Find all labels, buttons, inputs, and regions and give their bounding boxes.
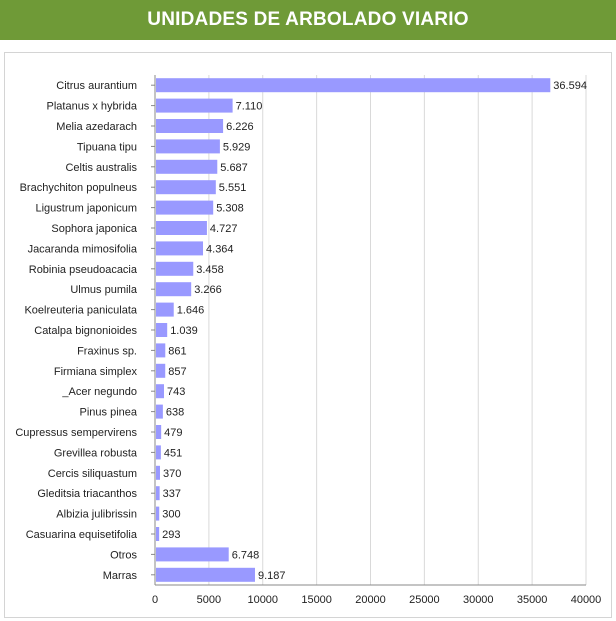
value-label: 36.594 [553,80,587,93]
bar [156,160,217,174]
category-label: Firmiana simplex [53,365,137,378]
value-label: 5.687 [220,161,248,174]
value-label: 6.226 [226,121,254,133]
chart-title-bar [0,0,616,40]
bar [156,303,174,317]
value-label: 743 [167,386,186,399]
value-label: 9.187 [257,569,286,582]
category-label: Catalpa bignonioides [34,325,137,337]
bar [156,119,223,133]
value-label: 861 [168,345,187,358]
category-label: Otros [110,549,137,562]
value-label: 4.364 [206,243,234,256]
x-tick-label: 30000 [462,594,494,606]
bar [156,180,216,194]
value-label: 638 [165,406,185,419]
value-label: 337 [162,488,181,501]
category-label: Sophora japonica [51,223,137,235]
value-label: 5.551 [218,182,247,195]
x-tick-label: 15000 [301,594,332,606]
value-label: 370 [162,467,182,480]
category-label: Ligustrum japonicum [35,202,137,215]
category-label: Albizia julibrissin [56,508,137,521]
bar [156,364,165,378]
category-label: Grevillea robusta [53,447,137,460]
category-label: Celtis australis [65,161,137,174]
value-label: 857 [168,365,187,378]
page-title: UNIDADES DE ARBOLADO VIARIO [147,9,469,30]
bar [156,486,160,500]
value-label: 3.266 [194,284,222,297]
bar [156,139,220,153]
value-label: 1.646 [176,304,205,317]
category-label: Casuarina equisetifolia [25,529,137,541]
bar [156,568,255,582]
value-label: 4.727 [209,223,238,235]
value-label: 6.748 [231,549,260,562]
bar [156,78,550,92]
x-tick-label: 25000 [409,594,440,606]
category-label: Ulmus pumila [70,284,137,297]
x-tick-label: 10000 [247,594,279,606]
category-label: Cupressus sempervirens [15,427,137,439]
bar [156,323,167,337]
x-tick-label: 40000 [570,594,602,606]
bar [156,445,161,459]
category-label: Marras [102,569,137,582]
value-label: 1.039 [170,325,198,337]
category-label: Cercis siliquastum [47,467,137,480]
chart-frame [4,52,612,618]
bar [156,343,165,357]
category-label: Fraxinus sp. [77,345,137,358]
bar [156,262,193,276]
value-label: 451 [163,447,183,460]
bar [156,547,229,561]
category-label: Robinia pseudoacacia [28,263,137,276]
category-label: _Acer negundo [62,386,137,399]
category-label: Gleditsia triacanthos [37,488,137,501]
value-label: 7.110 [235,100,263,113]
bar [156,99,233,113]
bar [156,466,160,480]
category-label: Tipuana tipu [76,141,137,154]
category-label: Koelreuteria paniculata [24,304,137,317]
x-tick-label: 5000 [196,594,222,606]
value-label: 479 [164,427,183,439]
category-label: Jacaranda mimosifolia [27,243,137,256]
bar [156,282,191,296]
bar-chart [5,53,611,617]
category-label: Platanus x hybrida [46,100,137,113]
value-label: 3.458 [196,263,224,276]
x-tick-label: 0 [151,594,159,606]
bar [156,507,159,521]
bar [156,201,213,215]
bar [156,405,163,419]
value-label: 300 [162,508,181,521]
category-label: Melia azedarach [56,121,137,133]
x-tick-label: 35000 [516,594,548,606]
category-label: Citrus aurantium [56,80,137,93]
category-label: Brachychiton populneus [19,182,137,195]
bar [156,221,207,235]
value-label: 5.308 [216,202,244,215]
bar [156,527,159,541]
category-label: Pinus pinea [79,406,137,419]
bar [156,384,164,398]
value-label: 293 [162,529,181,541]
value-label: 5.929 [222,141,251,154]
x-tick-label: 20000 [355,594,386,606]
bar [156,241,203,255]
bar [156,425,161,439]
